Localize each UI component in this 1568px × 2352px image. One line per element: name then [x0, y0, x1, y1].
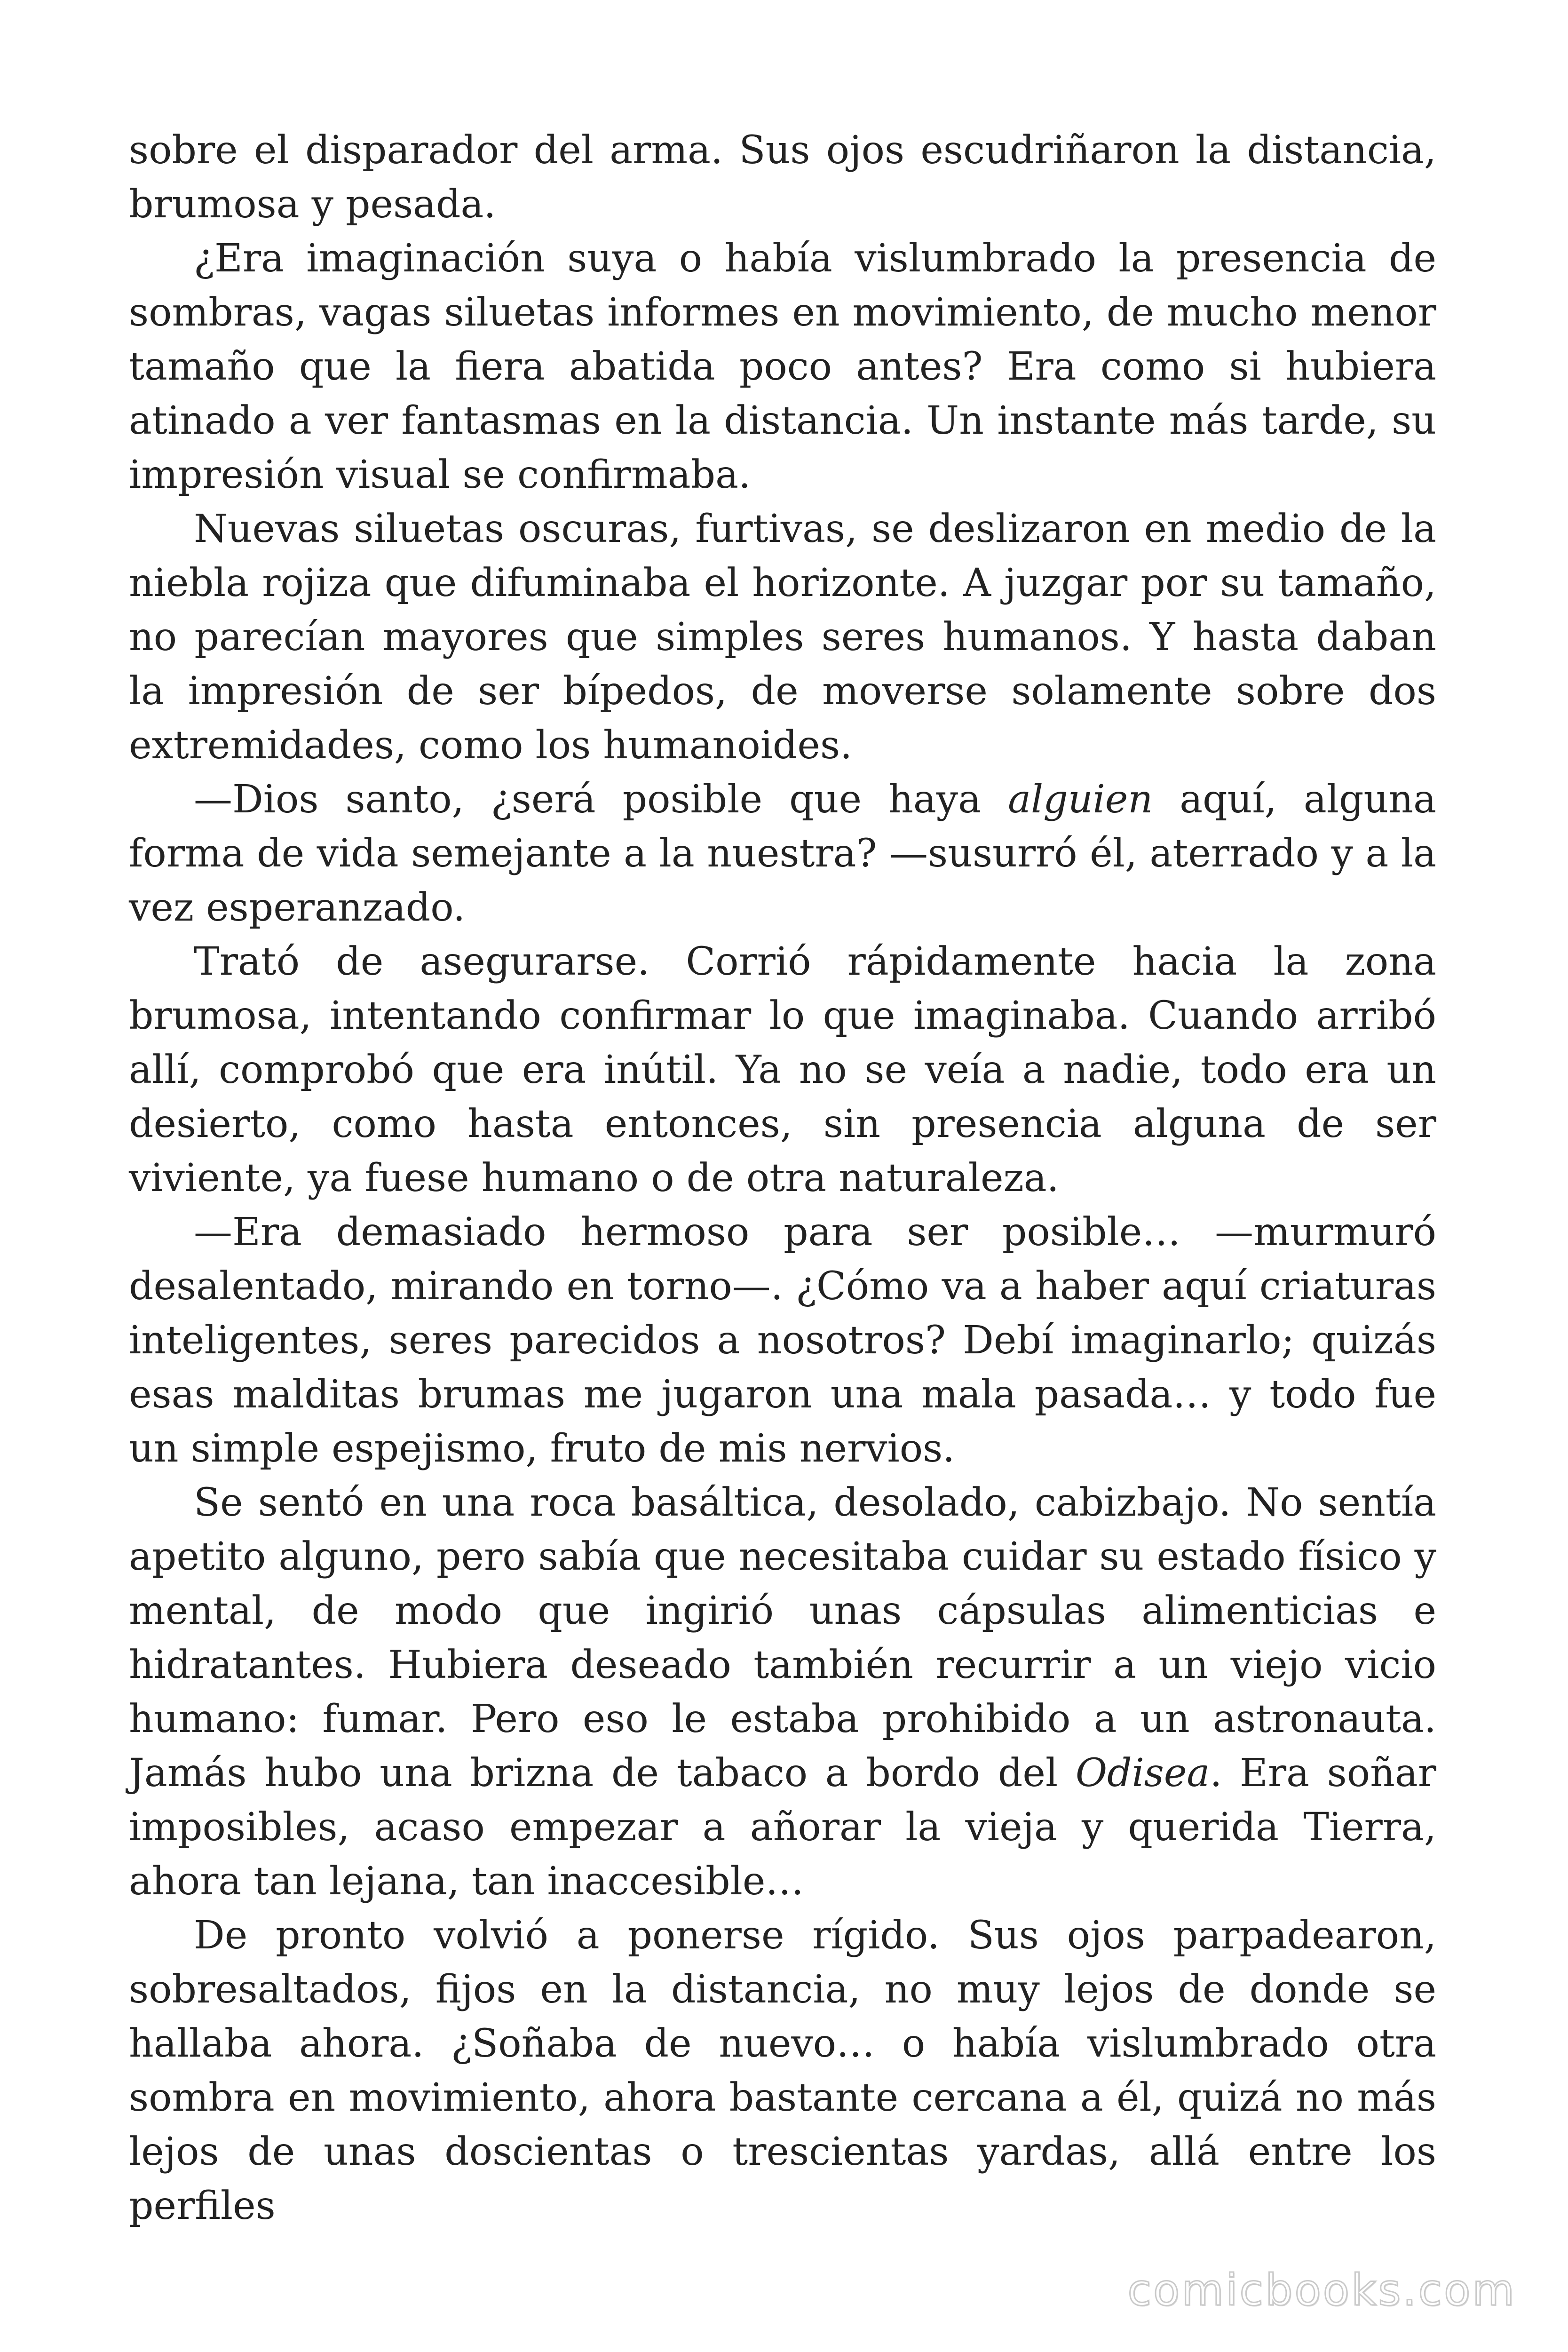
paragraph-3-text: Nuevas siluetas oscuras, furtivas, se deslizaron en medio de la niebla rojiza que difuminaba el horizonte. A juzgar por su tamaño, no parecían mayores que simples seres humanos. Y hasta daban la impresión de ser bípedos, de moverse solamente sobre dos extremidades, como los humanoides. [129, 507, 1436, 768]
paragraph-5-text: Trató de asegurarse. Corrió rápidamente hacia la zona brumosa, intentando confirmar lo que imaginaba. Cuando arribó allí, comprobó que era inútil. Ya no se veía a nadie, todo era un desierto, como hasta entonces, sin presencia alguna de ser viviente, ya fuese humano o de otra naturaleza. [129, 939, 1436, 1200]
paragraph-4-text-start: —Dios santo, ¿será posible que haya [194, 777, 1008, 822]
paragraph-2-text: ¿Era imaginación suya o había vislumbrado la presencia de sombras, vagas siluetas informes en movimiento, de mucho menor tamaño que la fiera abatida poco antes? Era como si hubiera atinado a ver fantasmas en la distancia. Un instante más tarde, su impresión visual se confirmaba. [129, 236, 1436, 497]
site-watermark: comicbooks.com [1127, 2265, 1516, 2315]
paragraph-2 [129, 231, 1436, 502]
paragraph-1 [129, 123, 1436, 231]
paragraph-6 [129, 1205, 1436, 1476]
paragraph-7-italic-ship-name: Odisea [1075, 1751, 1210, 1796]
paragraph-8 [129, 1908, 1436, 2233]
paragraph-7-text-end: . Era soñar imposibles, acaso empezar a añorar la vieja y querida Tierra, ahora tan lejana, tan inaccesible… [129, 1751, 1436, 1904]
paragraph-5 [129, 935, 1436, 1205]
paragraph-6-text: —Era demasiado hermoso para ser posible… —murmuró desalentado, mirando en torno—. ¿Cómo va a haber aquí criaturas inteligentes, seres parecidos a nosotros? Debí imaginarlo; quizás esas malditas brumas me jugaron una mala pasada… y todo fue un simple espejismo, fruto de mis nervios. [129, 1210, 1436, 1471]
paragraph-8-text: De pronto volvió a ponerse rígido. Sus ojos parpadearon, sobresaltados, fijos en la distancia, no muy lejos de donde se hallaba ahora. ¿Soñaba de nuevo… o había vislumbrado otra sombra en movimiento, ahora bastante cercana a él, quizá no más lejos de unas doscientas o trescientas yardas, allá entre los perfiles [129, 1913, 1436, 2228]
paragraph-3 [129, 502, 1436, 772]
paragraph-4-text-end: aquí, alguna forma de vida semejante a la nuestra? —susurró él, aterrado y a la vez esperanzado. [129, 777, 1436, 930]
paragraph-7-text-start: Se sentó en una roca basáltica, desolado, cabizbajo. No sentía apetito alguno, pero sabía que necesitaba cuidar su estado físico y mental, de modo que ingirió unas cápsulas alimenticias e hidratantes. Hubiera deseado también recurrir a un viejo vicio humano: fumar. Pero eso le estaba prohibido a un astronauta. Jamás hubo una brizna de tabaco a bordo del [129, 1480, 1436, 1796]
paragraph-7 [129, 1476, 1436, 1908]
paragraph-4 [129, 772, 1436, 935]
paragraph-4-italic-word: alguien [1008, 777, 1153, 822]
book-page-text [129, 123, 1436, 2233]
paragraph-1-text: sobre el disparador del arma. Sus ojos escudriñaron la distancia, brumosa y pesada. [129, 128, 1436, 227]
